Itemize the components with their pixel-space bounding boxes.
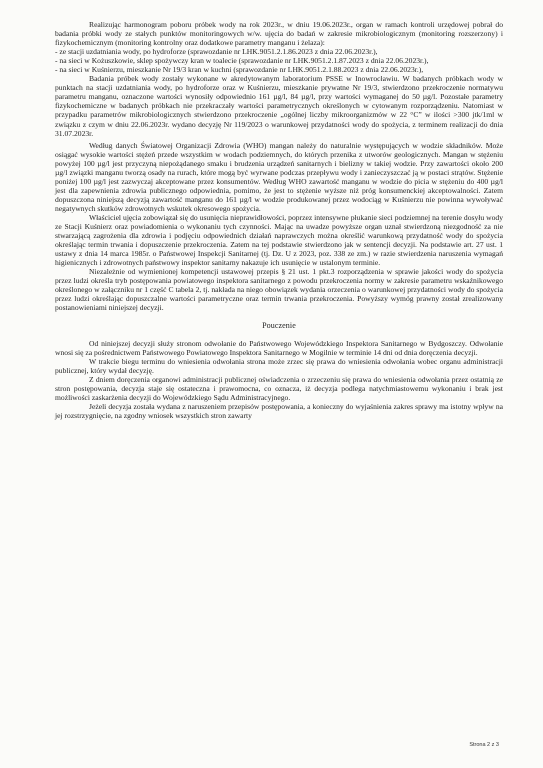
list-item: - ze stacji uzdatniania wody, po hydroforze (sprawozdanie nr LHK.9051.2.1.86.2023 z dnia 22.06.2023r.), bbox=[55, 47, 378, 57]
list-item: - na sieci w Kuśnierzu, mieszkanie Nr 19/3 kran w kuchni (sprawozdanie nr LHK.9051.2.1.88.2023 z dnia 22.06.2023r.), bbox=[55, 65, 424, 75]
paragraph-procedure-violation: Jeżeli decyzja została wydana z naruszeniem przepisów postępowania, a konieczny do wyjaśnienia zakres sprawy ma istotny wpływ na jej rozstrzygnięcie, na zgodny wniosek wszystkich stron zawarty bbox=[55, 401, 503, 420]
section-heading-pouczenie: Pouczenie bbox=[262, 320, 296, 330]
paragraph-legal-basis: Niezależnie od wymienionej kompetencji ustawowej przepis § 21 ust. 1 pkt.3 rozporządzenia w sprawie jakości wody do spożycia przez ludzi określa tryb postępowania powiatowego inspektora sanitarnego z powodu przekroczenia normy w zakresie parametru wskaźnikowego określonego w załączniku nr 1 część C tabela 2, tj. nakłada na niego obowiązek wydania orzeczenia o warunkowej przydatności wody do spożycia przez ludzi określając dopuszczalne wartości parametryczne oraz termin trwania przekroczenia. Powyższy wymóg prawny został zrealizowany postanowieniami niniejszej decyzji. bbox=[55, 267, 503, 313]
paragraph-who-data: Według danych Światowej Organizacji Zdrowia (WHO) mangan należy do naturalnie występujących w wodzie składników. Może osiągać wysokie wartości stężeń przede wszystkim w wodach podziemnych, do których przenika z utworów geologicznych. Mangan w stężeniu powyżej 100 µg/l jest przyczyną niepożądanego smaku i brudzenia urządzeń sanitarnych i bielizny w takiej wodzie. Przy zawartości około 200 µg/l związki manganu tworzą osady na rurach, które mogą być wyrwane podczas przepływu wody i zanieczyszczać ją w postaci strątów. Stężenie poniżej 100 µg/l jest zazwyczaj akceptowane przez konsumentów. Według WHO zawartość manganu w wodzie do picia w stężeniu do 400 µg/l jest dla zapewnienia zdrowia publicznego odpowiednia, pomimo, że jest to stężenie wyższe niż próg konsumenckiej akceptowalności. Zatem dopuszczona niniejszą decyzją zawartość manganu do 161 µg/l w wodzie produkowanej przez wodociąg w Kuśnierzu nie powinna wywoływać negatywnych skutków zdrowotnych wskutek okresowego spożycia. bbox=[55, 140, 503, 213]
list-item: - na sieci w Kożuszkowie, sklep spożywczy kran w toalecie (sprawozdanie nr LHK.9051.2.1.87.2023 z dnia 22.06.2023r.), bbox=[55, 56, 429, 66]
paragraph-sampling-schedule: Realizując harmonogram poboru próbek wody na rok 2023r., w dniu 19.06.2023r., organ w ramach kontroli urzędowej pobrał do badania próbki wody ze stałych punktów monitoringowych w/w. ujęcia do badań w zakresie mikrobiologicznym (monitoring rozszerzony) i fizykochemicznym (monitoring kontrolny oraz dodatkowe parametry manganu i żelaza): bbox=[55, 20, 503, 48]
paragraph-finality: Z dniem doręczenia organowi administracji publicznej oświadczenia o zrzeczeniu się prawa do wniesienia odwołania przez ostatnią ze stron postępowania, decyzja staje się ostateczna i prawomocna, co oznacza, iż decyzja podlega natychmiastowemu wykonaniu i brak jest możliwości zaskarżenia decyzji do Wojewódzkiego Sądu Administracyjnego. bbox=[55, 374, 503, 402]
paragraph-appeal: Od niniejszej decyzji służy stronom odwołanie do Państwowego Wojewódzkiego Inspektora Sanitarnego w Bydgoszczy. Odwołanie wnosi się za pośrednictwem Państwowego Powiatowego Inspektora Sanitarnego w Mogilnie w terminie 14 dni od dnia doręczenia decyzji. bbox=[55, 338, 503, 357]
page-number: Strona 2 z 3 bbox=[469, 742, 499, 748]
paragraph-test-results: Badania próbek wody zostały wykonane w akredytowanym laboratorium PSSE w Inowrocławiu. W badanych próbkach wody w punktach na stacji uzdatniania wody, po hydroforze oraz w Kuśnierzu, mieszkanie prywatne Nr 19/3, stwierdzono przekroczenie normatywu parametru manganu, oznaczone wartości wynosiły odpowiednio 161 µg/l, 84 µg/l, przy wartości wymaganej do 50 µg/l. Pozostałe parametry fizykochemiczne w badanych próbkach nie przekraczały wartości parametrycznych określonych w cytowanym rozporządzeniu. Natomiast w przypadku parametrów mikrobiologicznych stwierdzono przekroczenie „ogólnej liczby mikroorganizmów w 22 °C” w ilości >300 jtk/1ml w związku z czym w dniu 22.06.2023r. wydano decyzję Nr 119/2023 o warunkowej przydatności wody do spożycia, z terminem realizacji do dnia 31.07.2023r. bbox=[55, 74, 503, 138]
sampling-points-list bbox=[55, 47, 503, 74]
paragraph-owner-obligation: Właściciel ujęcia zobowiązał się do usunięcia nieprawidłowości, poprzez intensywne płukanie sieci podziemnej na terenie dosyłu wody ze Stacji Kuśnierz oraz powiadomienia o wykonaniu tych czynności. Mając na uwadze powyższe organ uznał stwierdzoną niezgodność za nie stwarzającą zagrożenia dla zdrowia i podjęciu odpowiednich działań naprawczych można określić warunkową przydatność wody do spożycia określając termin trwania i dopuszczenie przekroczenia. Zatem na tej podstawie stwierdzono jak w sentencji decyzji. Na podstawie art. 27 ust. 1 ustawy z dnia 14 marca 1985r. o Państwowej Inspekcji Sanitarnej (tj. Dz. U z 2023, poz. 338 ze zm.) w razie stwierdzenia naruszenia wymagań higienicznych i zdrowotnych państwowy inspektor sanitarny nakazuje ich usunięcie w ustalonym terminie. bbox=[55, 212, 503, 268]
paragraph-waiver: W trakcie biegu terminu do wniesienia odwołania strona może zrzec się prawa do wniesienia odwołania wobec organu administracji publicznej, który wydał decyzję. bbox=[55, 356, 503, 375]
